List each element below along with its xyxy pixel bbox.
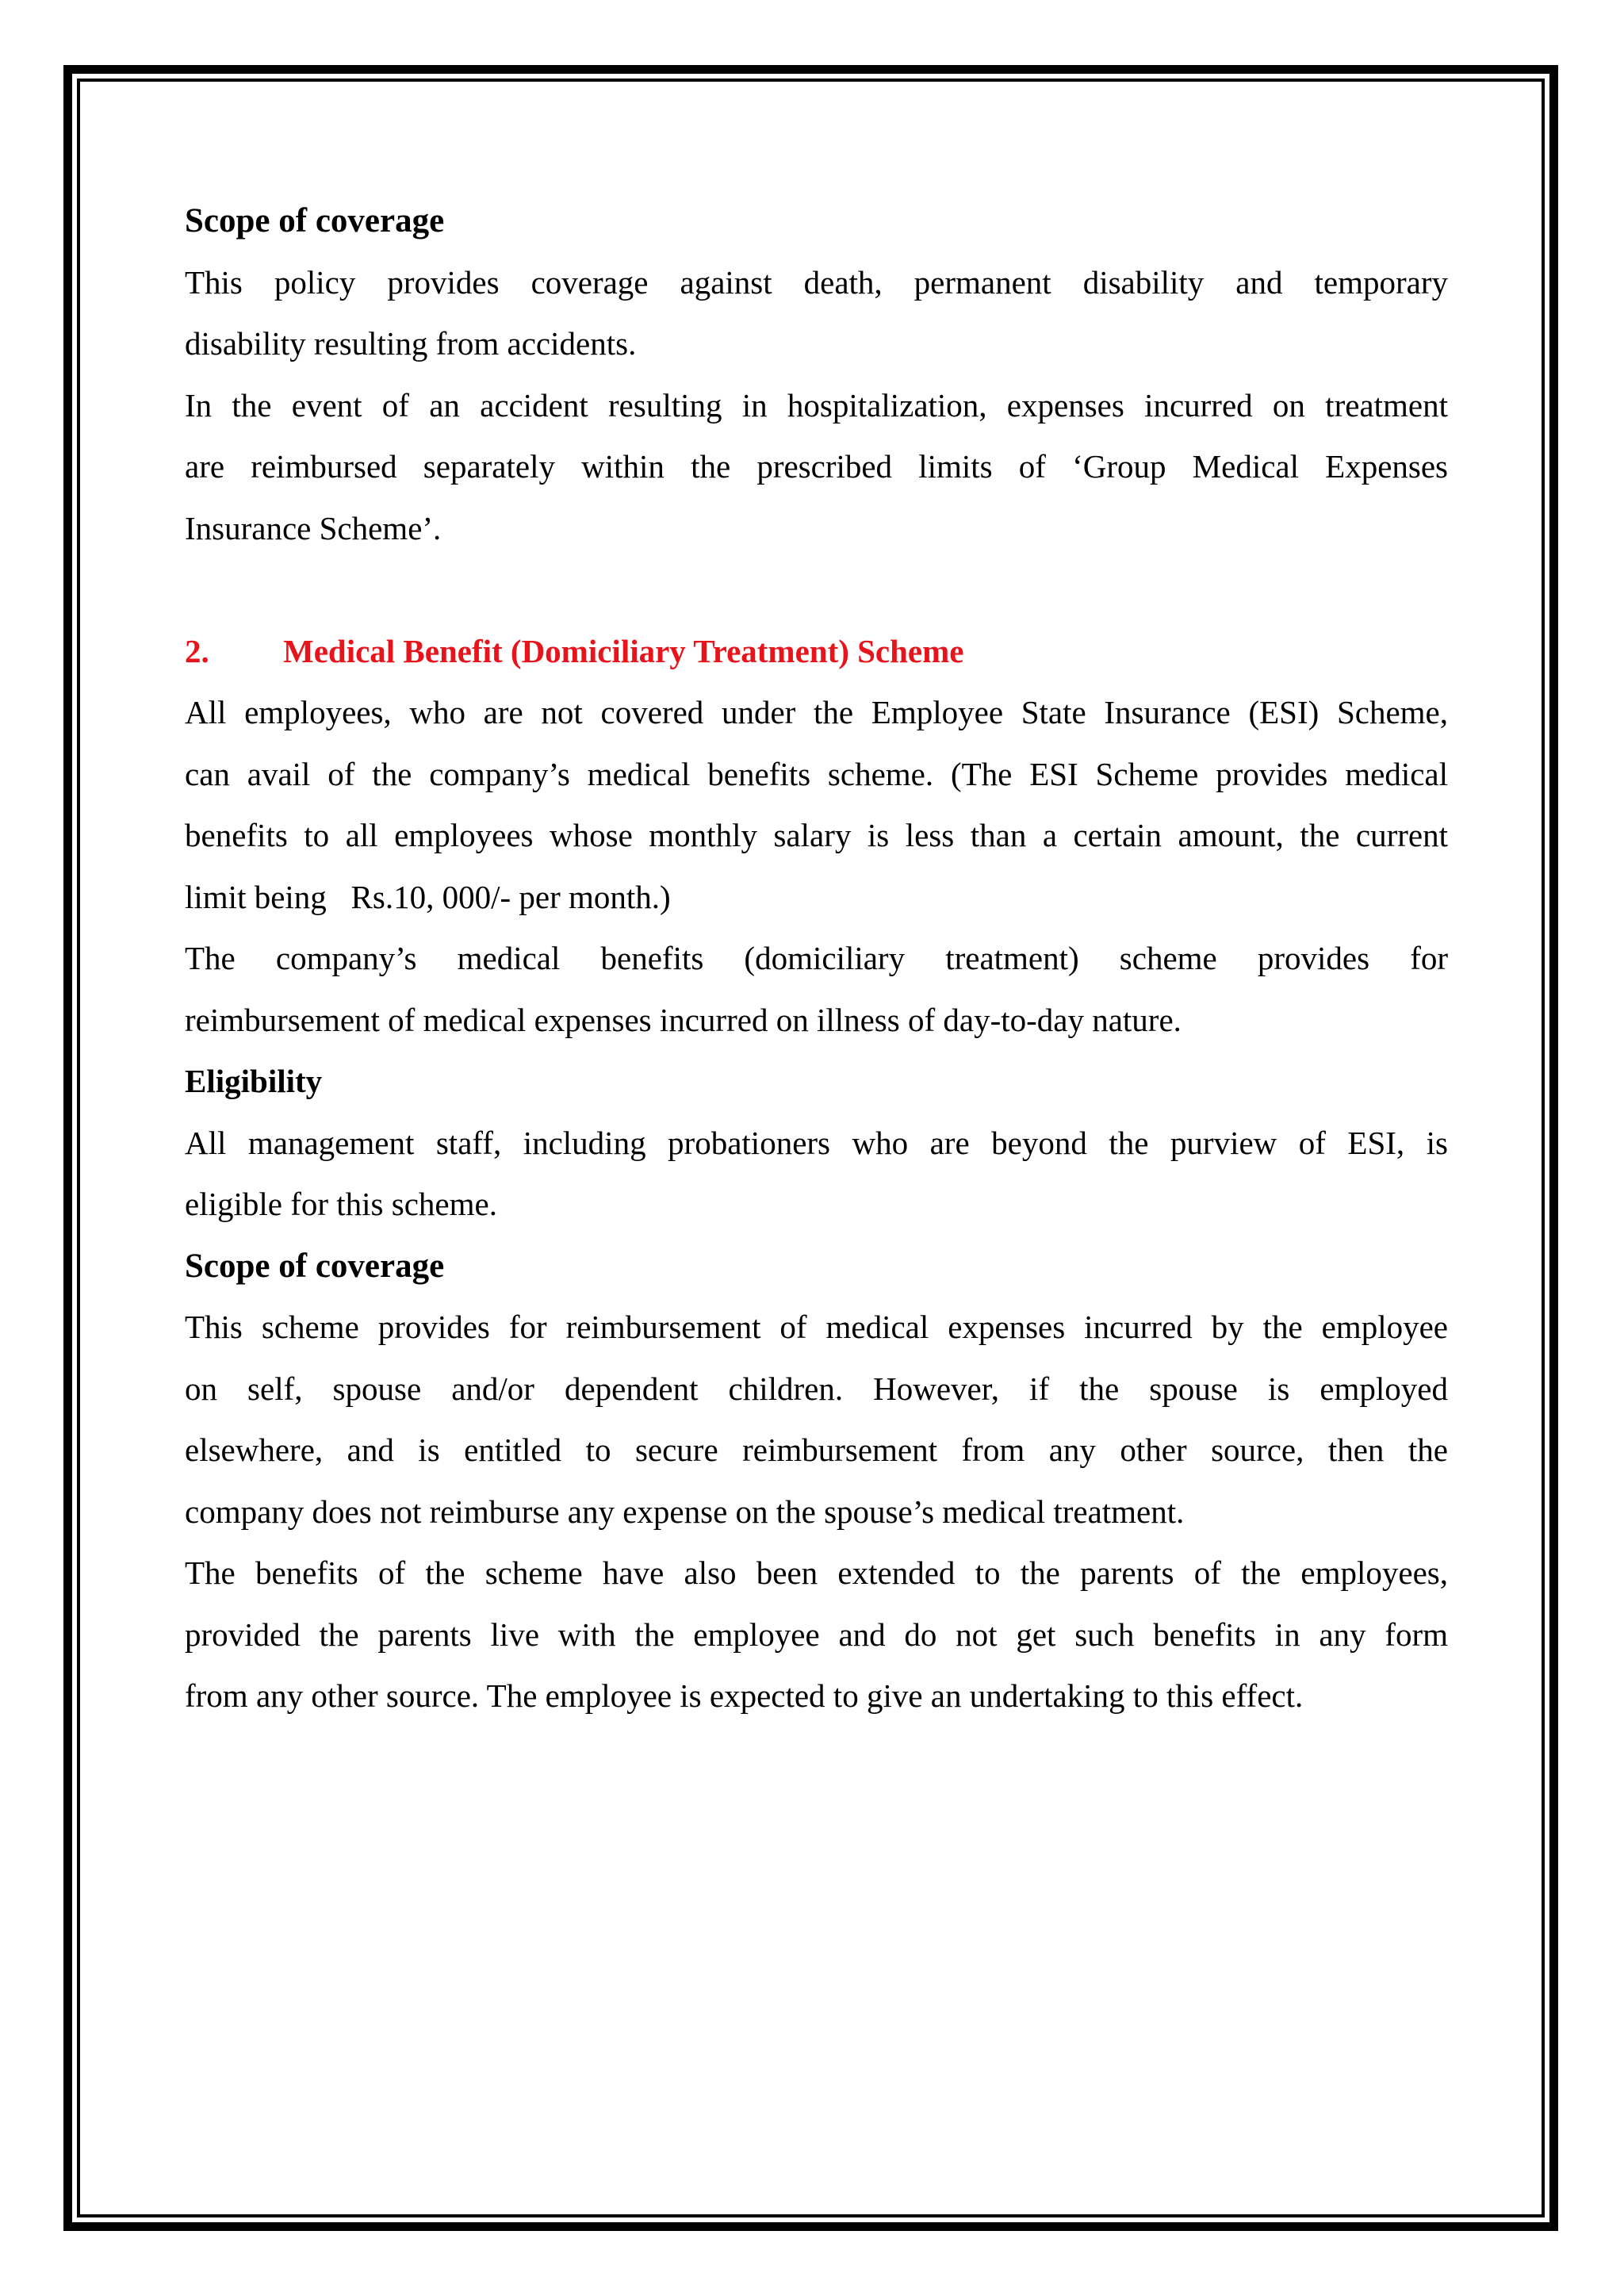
section-title — [185, 621, 1448, 683]
paragraph — [185, 1297, 1448, 1543]
scope-heading: Scope of coverage — [185, 1247, 445, 1285]
section-title-text: Medical Benefit (Domiciliary Treatment) Scheme — [283, 632, 964, 669]
text-line: are reimbursed separately within the prescribed limits of ‘Group Medical Expenses — [185, 448, 1448, 485]
paragraph — [185, 1113, 1448, 1236]
text-line: elsewhere, and is entitled to secure reimbursement from any other source, then the — [185, 1432, 1448, 1468]
text-line: The company’s medical benefits (domiciliary treatment) scheme provides for — [185, 940, 1448, 976]
text-line: All management staff, including probationers who are beyond the purview of ESI, is — [185, 1124, 1448, 1161]
text-line: In the event of an accident resulting in hospitalization, expenses incurred on treatment — [185, 386, 1448, 424]
text-line: All employees, who are not covered under the Employee State Insurance (ESI) Scheme, — [185, 694, 1448, 730]
text-line: provided the parents live with the employee and do not get such benefits in any form — [185, 1616, 1448, 1653]
paragraph — [185, 375, 1448, 560]
section-number: 2. — [185, 632, 209, 669]
text-line: company does not reimburse any expense on the spouse’s medical treatment. — [185, 1493, 1185, 1530]
text-line: can avail of the company’s medical benefits scheme. (The ESI Scheme provides medical — [185, 755, 1448, 792]
text-line: This policy provides coverage against death, permanent disability and temporary — [185, 263, 1448, 301]
paragraph — [185, 252, 1448, 375]
text-line: benefits to all employees whose monthly salary is less than a certain amount, the current — [185, 817, 1448, 853]
text-line: limit being Rs.10, 000/- per month.) — [185, 878, 671, 915]
paragraph — [185, 928, 1448, 1051]
text-line: on self, spouse and/or dependent children. However, if the spouse is employed — [185, 1370, 1448, 1407]
text-line: from any other source. The employee is expected to give an undertaking to this effect. — [185, 1677, 1304, 1714]
text-line: This scheme provides for reimbursement of medical expenses incurred by the employee — [185, 1309, 1448, 1345]
section-heading: Scope of coverage — [185, 202, 445, 240]
text-line: Insurance Scheme’. — [185, 509, 442, 546]
text-line: reimbursement of medical expenses incurred on illness of day-to-day nature. — [185, 1001, 1182, 1038]
paragraph — [185, 1543, 1448, 1727]
text-line: disability resulting from accidents. — [185, 325, 637, 362]
eligibility-heading: Eligibility — [185, 1063, 323, 1099]
document-body — [185, 190, 1448, 1727]
text-line: The benefits of the scheme have also been extended to the parents of the employees, — [185, 1554, 1448, 1591]
text-line: eligible for this scheme. — [185, 1186, 497, 1222]
paragraph — [185, 682, 1448, 928]
